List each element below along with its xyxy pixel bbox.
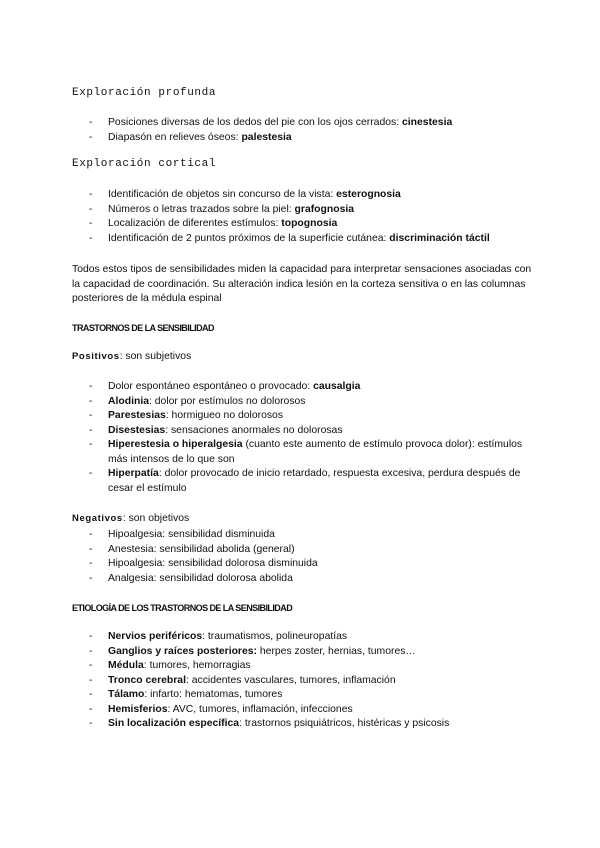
list-item <box>72 528 532 543</box>
item-term: Hemisferios <box>108 703 168 715</box>
item-text: Hipoalgesia: sensibilidad disminuida <box>108 529 275 540</box>
dash-marker: - <box>89 203 93 215</box>
dash-marker: - <box>89 572 93 584</box>
item-text: Números o letras trazados sobre la piel: <box>108 203 295 215</box>
item-term: palestesia <box>241 131 292 143</box>
dash-marker: - <box>89 660 93 671</box>
item-term: Sin localización específica <box>108 718 240 729</box>
list-item <box>72 703 532 718</box>
item-term: Disestesias <box>108 424 166 436</box>
item-text: Hipoalgesia: sensibilidad dolorosa disminuida <box>108 558 318 569</box>
negativos-label <box>72 513 189 524</box>
etiologia-list <box>72 630 532 732</box>
dash-marker: - <box>89 131 93 143</box>
item-term: Hiperestesia o hiperalgesia <box>108 439 243 450</box>
list-item <box>72 438 532 467</box>
item-text: Diapasón en relieves óseos: <box>108 131 242 143</box>
dash-marker: - <box>89 468 93 479</box>
item-text: : hormigueo no dolorosos <box>165 410 284 421</box>
list-item <box>72 645 532 660</box>
negativos-list <box>72 528 532 586</box>
list-item <box>72 659 532 674</box>
item-term: Alodinia <box>108 395 149 407</box>
dash-marker: - <box>89 674 93 686</box>
list-item <box>72 688 532 703</box>
list-item <box>72 188 532 203</box>
item-term: Tálamo <box>108 689 145 700</box>
positivos-list <box>72 380 532 496</box>
list-item <box>72 395 532 410</box>
deep-list <box>72 116 532 145</box>
positivos-label <box>72 351 191 362</box>
dash-marker: - <box>89 232 93 244</box>
item-term: grafognosia <box>294 203 355 215</box>
summary-paragraph: Todos estos tipos de sensibilidades miden la capacidad para interpretar sensaciones asociadas con la capacidad de coordinación. Su alteración indica lesión en la corteza sensitiva o en las columnas posteriores de la médula espinal <box>72 264 532 304</box>
item-text: Identificación de 2 puntos próximos de la superficie cutánea: <box>108 232 390 244</box>
item-text: : trastornos psiquiátricos, histéricas y psicosis <box>239 718 450 729</box>
item-text: : tumores, hemorragias <box>143 660 251 671</box>
list-item <box>72 572 532 587</box>
dash-marker: - <box>89 439 93 450</box>
item-term: Parestesias <box>108 410 166 421</box>
item-text: Posiciones diversas de los dedos del pie con los ojos cerrados: <box>108 117 402 128</box>
item-term: esterognosia <box>336 189 401 200</box>
item-text: : dolor provocado de inicio retardado, respuesta excesiva, perdura después de cesar el estímulo <box>108 468 521 494</box>
item-text: (cuanto este aumento de estímulo provoca dolor): estímulos más intensos de lo que son <box>108 439 523 465</box>
item-text: : sensaciones anormales no dolorosas <box>165 424 343 436</box>
item-term: Médula <box>108 660 144 671</box>
dash-marker: - <box>89 189 93 200</box>
list-item <box>72 717 532 732</box>
item-term: cinestesia <box>402 117 453 128</box>
dash-marker: - <box>89 689 93 700</box>
list-item <box>72 131 532 146</box>
list-item <box>72 467 532 496</box>
dash-marker: - <box>89 395 93 407</box>
section-title-cortical: Exploración cortical <box>72 158 217 170</box>
item-text: : AVC, tumores, inflamación, infecciones <box>167 703 353 715</box>
negativos-term: Negativos <box>72 513 123 524</box>
item-text: Analgesia: sensibilidad dolorosa abolida <box>108 572 293 584</box>
list-item <box>72 232 532 247</box>
item-text: : traumatismos, polineuropatías <box>202 631 348 642</box>
list-item <box>72 409 532 424</box>
list-item <box>72 424 532 439</box>
dash-marker: - <box>89 424 93 436</box>
dash-marker: - <box>89 381 93 392</box>
dash-marker: - <box>89 117 93 128</box>
item-term: topognosia <box>281 218 338 229</box>
positivos-desc: : son subjetivos <box>119 351 192 362</box>
list-item <box>72 116 532 131</box>
dash-marker: - <box>89 631 93 642</box>
list-item <box>72 674 532 689</box>
list-item <box>72 630 532 645</box>
dash-marker: - <box>89 529 93 540</box>
dash-marker: - <box>89 718 93 729</box>
item-text: Identificación de objetos sin concurso de la vista: <box>108 189 337 200</box>
item-text: Dolor espontáneo espontáneo o provocado: <box>108 381 314 392</box>
item-term: Ganglios y raíces posteriores: <box>108 645 257 657</box>
dash-marker: - <box>89 703 93 715</box>
dash-marker: - <box>89 218 93 229</box>
item-text: Anestesia: sensibilidad abolida (general) <box>108 543 295 555</box>
item-term: Hiperpatía <box>108 468 159 479</box>
heading-trastornos: TRASTORNOS DE LA SENSIBILIDAD <box>72 323 214 334</box>
list-item <box>72 203 532 218</box>
dash-marker: - <box>89 543 93 555</box>
item-term: causalgia <box>313 381 361 392</box>
dash-marker: - <box>89 410 93 421</box>
heading-etiologia: ETIOLOGÍA DE LOS TRASTORNOS DE LA SENSIBILIDAD <box>72 603 293 614</box>
item-term: Tronco cerebral <box>108 674 186 686</box>
item-text: : infarto: hematomas, tumores <box>144 689 283 700</box>
negativos-desc: : son objetivos <box>122 513 190 524</box>
section-title-deep: Exploración profunda <box>72 87 217 99</box>
item-text: : accidentes vasculares, tumores, inflamación <box>185 674 396 686</box>
list-item <box>72 543 532 558</box>
dash-marker: - <box>89 645 93 657</box>
item-text: herpes zoster, hernias, tumores… <box>257 645 416 657</box>
item-text: Localización de diferentes estímulos: <box>108 218 282 229</box>
item-term: discriminación táctil <box>389 232 490 244</box>
positivos-term: Positivos <box>72 351 120 362</box>
list-item <box>72 380 532 395</box>
cortical-list <box>72 188 532 246</box>
list-item <box>72 557 532 572</box>
item-term: Nervios periféricos <box>108 631 203 642</box>
dash-marker: - <box>89 558 93 569</box>
list-item <box>72 217 532 232</box>
item-text: : dolor por estímulos no dolorosos <box>148 395 306 407</box>
